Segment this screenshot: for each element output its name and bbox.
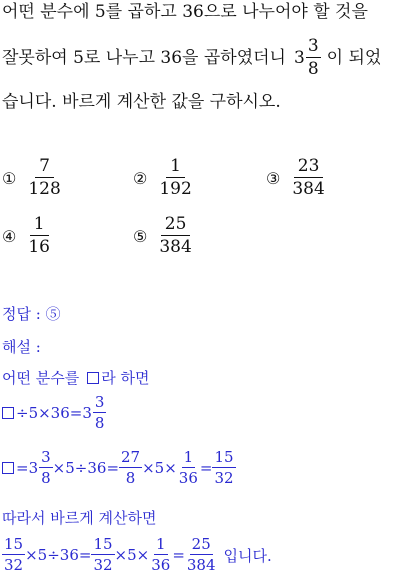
eq2-fraction-3 [212, 450, 235, 486]
choice-fraction [26, 158, 62, 198]
choice-1[interactable] [2, 158, 63, 198]
choice-mark: ① [2, 168, 17, 188]
fraction-denominator: 8 [41, 469, 51, 487]
question-line-3: 습니다. 바르게 계산한 값을 구하시오. [2, 92, 281, 112]
choice-3[interactable] [266, 158, 327, 198]
fraction-numerator: 23 [294, 158, 324, 178]
fraction-numerator: 1 [183, 448, 194, 466]
fraction-numerator: 27 [121, 448, 141, 466]
fraction-denominator: 384 [292, 179, 325, 199]
answer-line: 정답 : ⑤ [2, 305, 61, 323]
fraction-denominator: 8 [307, 59, 319, 79]
choice-2[interactable] [133, 158, 194, 198]
eq2-equals: = [16, 459, 29, 477]
eq2-ops-3: = [199, 459, 213, 477]
fraction-denominator: 384 [159, 237, 192, 257]
question-line-1: 어떤 분수에 5를 곱하고 36으로 나누어야 할 것을 [2, 2, 368, 22]
eq1-mixed-number [82, 395, 106, 431]
eq3-fraction-2 [91, 537, 114, 573]
fraction-numerator: 1 [155, 535, 166, 553]
eq2-ops-1: ×5÷36= [52, 459, 120, 477]
step-1-suffix: 라 하면 [101, 369, 150, 387]
equation-3 [2, 537, 272, 573]
fraction-denominator: 8 [94, 414, 105, 432]
fraction-numerator: 15 [4, 535, 24, 553]
fraction-denominator: 128 [28, 179, 61, 199]
question-line-2-suffix: 이 되었 [326, 47, 382, 68]
unknown-box-icon [87, 372, 99, 384]
eq3-fraction-4 [185, 537, 218, 573]
question-mixed-number [294, 38, 321, 78]
fraction-numerator: 3 [307, 36, 319, 56]
fraction-denominator: 384 [186, 556, 216, 574]
choice-fraction [157, 158, 193, 198]
fraction-numerator: 3 [41, 448, 51, 466]
eq2-fraction-2 [177, 450, 200, 486]
question-line-2-prefix: 잘못하여 5로 나누고 36을 곱하였더니 [2, 47, 286, 68]
choice-mark: ⑤ [133, 226, 148, 246]
solution-step-3: 따라서 바르게 계산하면 [2, 509, 157, 527]
eq3-fraction-1 [2, 537, 25, 573]
mixed-whole: 3 [293, 47, 305, 68]
eq3-ops-1: ×5÷36= [25, 546, 92, 564]
eq2-ops-2: ×5× [142, 459, 177, 477]
mixed-whole: 3 [28, 459, 39, 477]
choice-mark: ④ [2, 226, 17, 246]
eq3-fraction-3 [149, 537, 172, 573]
mixed-whole: 3 [82, 404, 92, 422]
choice-mark: ② [133, 168, 148, 188]
equation-1 [2, 395, 106, 431]
fraction-denominator: 8 [125, 469, 136, 487]
eq2-mixed-number [29, 450, 53, 486]
question-line-2 [2, 38, 381, 78]
fraction-numerator: 15 [214, 448, 234, 466]
equation-2 [2, 450, 236, 486]
unknown-box-icon [2, 462, 14, 474]
fraction-denominator: 32 [4, 556, 24, 574]
fraction-denominator: 36 [151, 556, 171, 574]
fraction-numerator: 7 [35, 158, 54, 178]
fraction-denominator: 192 [159, 179, 192, 199]
fraction-numerator: 25 [191, 535, 211, 553]
solution-step-1 [2, 367, 149, 388]
mixed-fraction [39, 450, 53, 486]
choice-4[interactable] [2, 216, 52, 256]
choice-fraction [26, 216, 52, 256]
mixed-fraction [306, 38, 321, 78]
fraction-numerator: 3 [94, 393, 105, 411]
eq1-lhs: ÷5×36= [16, 404, 83, 422]
fraction-numerator: 1 [30, 216, 49, 236]
step-1-prefix: 어떤 분수를 [2, 369, 80, 387]
eq3-ops-3: = [172, 546, 185, 564]
choice-5[interactable] [133, 216, 194, 256]
fraction-numerator: 1 [166, 158, 185, 178]
fraction-numerator: 25 [161, 216, 191, 236]
choice-fraction [290, 158, 326, 198]
explanation-label: 해설 : [2, 338, 41, 356]
choice-mark: ③ [266, 168, 281, 188]
eq2-fraction-1 [119, 450, 142, 486]
fraction-denominator: 32 [214, 469, 234, 487]
fraction-denominator: 36 [178, 469, 198, 487]
choice-fraction [157, 216, 193, 256]
eq3-suffix: 입니다. [223, 546, 272, 565]
mixed-fraction [93, 395, 107, 431]
unknown-box-icon [2, 407, 14, 419]
fraction-denominator: 32 [93, 556, 113, 574]
eq3-ops-2: ×5× [114, 546, 150, 564]
fraction-denominator: 16 [28, 237, 50, 257]
fraction-numerator: 15 [93, 535, 113, 553]
